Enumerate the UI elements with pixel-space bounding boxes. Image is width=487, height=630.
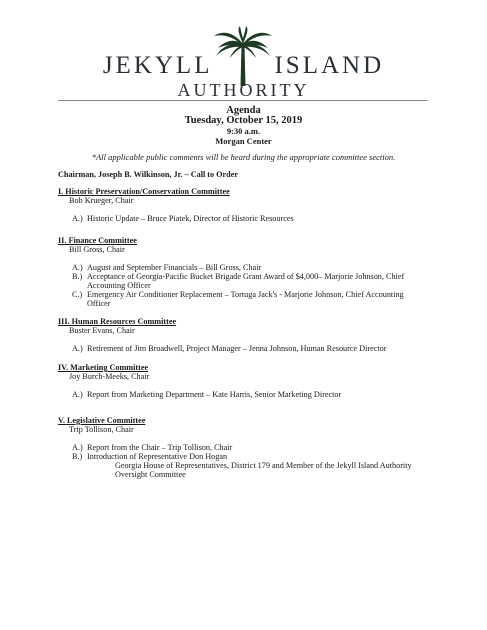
meeting-date: Tuesday, October 15, 2019 [184, 115, 303, 126]
brand-word-authority: AUTHORITY [177, 80, 310, 100]
agenda-item-continued: Accounting Officer [87, 281, 151, 290]
agenda-title: Agenda [226, 105, 261, 116]
agenda-item: Emergency Air Conditioner Replacement – Tortuga Jack's - Marjorie Johnson, Chief Accounting [87, 290, 404, 299]
agenda-item-detail: Oversight Committee [115, 470, 186, 479]
public-comment-note: *All applicable public comments will be heard during the appropriate committee section. [91, 152, 396, 162]
item-marker: B.) [72, 272, 83, 281]
agenda-item: Acceptance of Georgia-Pacific Bucket Brigade Grant Award of $4,000– Marjorie Johnson, Chief [87, 272, 405, 281]
section-heading: V. Legislative Committee [58, 416, 146, 425]
section-chair: Joy Burch-Meeks, Chair [69, 372, 150, 381]
agenda-item-continued: Officer [87, 299, 111, 308]
item-marker: A.) [72, 263, 83, 272]
item-marker: A.) [72, 344, 83, 353]
agenda-item-detail: Georgia House of Representatives, District 179 and Member of the Jekyll Island Authority [115, 461, 412, 470]
section-heading: III. Human Resources Committee [58, 317, 177, 326]
brand-word-island: ISLAND [274, 52, 385, 79]
call-to-order: Chairman, Joseph B. Wilkinson, Jr. – Call to Order [58, 170, 238, 179]
agenda-item: August and September Financials – Bill Gross, Chair [87, 263, 262, 272]
brand-name-line [0, 53, 487, 78]
section-chair: Bill Gross, Chair [69, 245, 125, 254]
section-heading: IV. Marketing Committee [58, 363, 149, 372]
brand-word-jekyll: JEKYLL [102, 52, 213, 79]
item-marker: B.) [72, 452, 83, 461]
section-chair: Trip Tollison, Chair [69, 425, 134, 434]
meeting-time: 9:30 a.m. [226, 126, 261, 136]
agenda-item: Retirement of Jim Broadwell, Project Manager – Jenna Johnson, Human Resource Director [87, 344, 387, 353]
section-heading: II. Finance Committee [58, 236, 137, 245]
agenda-item: Historic Update – Bruce Piatek, Director of Historic Resources [87, 214, 294, 223]
item-marker: A.) [72, 214, 83, 223]
agenda-item: Report from Marketing Department – Kate Harris, Senior Marketing Director [87, 390, 342, 399]
header-divider [58, 100, 428, 101]
agenda-item: Introduction of Representative Don Hogan [87, 452, 228, 461]
section-chair: Buster Evans, Chair [69, 326, 135, 335]
section-heading: I. Historic Preservation/Conservation Committee [58, 187, 230, 196]
section-chair: Bob Krueger, Chair [69, 196, 134, 205]
item-marker: C.) [72, 290, 83, 299]
item-marker: A.) [72, 443, 83, 452]
meeting-location: Morgan Center [215, 136, 272, 146]
jekyll-island-authority-logo [0, 0, 487, 108]
item-marker: A.) [72, 390, 83, 399]
agenda-item: Report from the Chair – Trip Tollison, Chair [87, 443, 233, 452]
